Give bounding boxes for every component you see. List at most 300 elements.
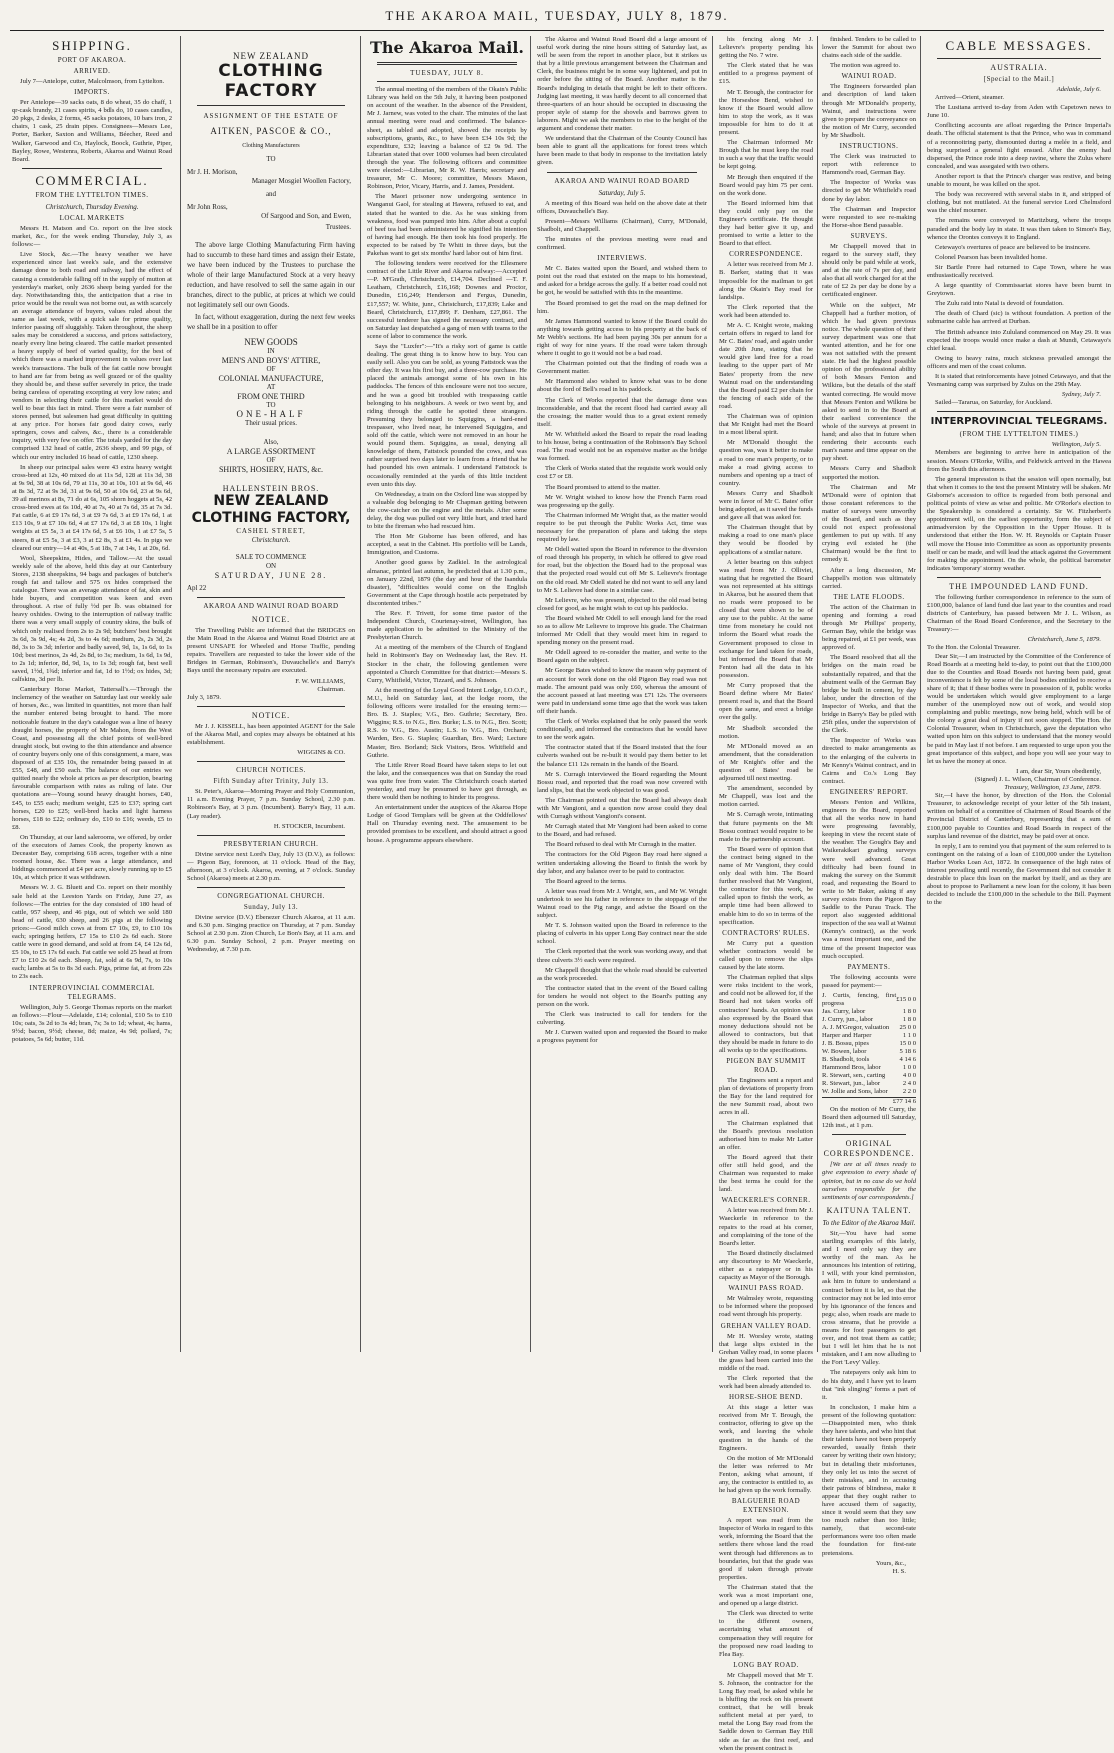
masthead-rule — [10, 30, 1104, 31]
editorial-dateline: TUESDAY, JULY 8. — [410, 69, 484, 77]
payment-amount: 2 4 0 — [902, 1079, 916, 1087]
port-line: PORT OF AKAROA. — [57, 56, 127, 64]
column-2 — [180, 36, 355, 1352]
payment-name: B. Shadbolt, tools — [822, 1055, 870, 1063]
markets-intro: Messrs H. Matson and Co. report on the live stock market, &c., for the week ending Thursday, July 3, as follows:— — [12, 224, 172, 249]
ad-to: TO — [266, 155, 276, 163]
wainui-road-head: WAINUI ROAD. — [841, 72, 897, 81]
board-paragraph: The Inspector of Works was directed to get Mr Whitfield's road done by day labor. — [822, 179, 916, 203]
board-paragraph: The Engineers sent a report and plan of deviations of property from the Bay for the land required for the new Summit road, about two acres in all. — [719, 1077, 813, 1117]
horseshoe-head: HORSE-SHOE BEND. — [728, 1393, 804, 1402]
cable-paragraph: The death of Chard (sic) is without foundation. A portion of the submarine cable has arrived at Durban. — [927, 310, 1111, 326]
presbyterian-head: PRESBYTERIAN CHURCH. — [223, 839, 319, 848]
board-paragraph: Messrs Curry and Shadbolt were in favor of Mr C. Bates' offer being adopted, as it saved the funds and gave all that was asked for. — [719, 489, 813, 522]
board-paragraph: On the motion of Mr Curry, the Board then adjourned till Saturday, 12th inst., at 1 p.m. — [822, 1106, 916, 1130]
board-paragraph: The Board promised to attend to the matter. — [545, 483, 660, 491]
interviews-head: INTERVIEWS. — [597, 254, 647, 263]
ad-colonial: COLONIAL MANUFACTURE, — [218, 374, 324, 383]
correspondence-head: CORRESPONDENCE. — [729, 250, 803, 259]
board-paragraph: The Clerk of Works reported that the damage done was inconsiderable, and that the recent flood had carried away all the crossing; the matter would thus to a great extent remedy itself. — [537, 396, 707, 428]
board-paragraph: The action of the Chairman in opening and forming a road through Mr Phillips' property, German Bay, while the bridge was being repaired, at £1 per week, was approved of. — [822, 603, 916, 652]
editorial-paragraph: The Hon Mr Gisborne has been offered, and has accepted, a seat in the Cabinet. His portfolio will be Lands, Immigration, and Customs. — [367, 533, 527, 557]
pigeon-bay-head: PIGEON BAY SUMMIT ROAD. — [726, 1057, 806, 1075]
editorial-paragraph: At the meeting of the Loyal Good Intent Lodge, I.O.O.F., M.U., held on Saturday last, at the lodge room, the following officers were installed for the ensuing term:—Bro. B. J. Staples; V.G., Bro. Guthrie; Secretary, Bro. Wiggins; R.S. to N.G., Bro. Burke; L.S. to N.G., Bro. Scott; R.S. to V.G., Bro. Austin; L.S. to V.G., Bro. Orchard; Warden, Bro. G. Staples; Guardian, Bro. Ward; Lecture Master, Bro. Borland; Sick Visitors, Bros. Whitfield and Guthrie. — [367, 686, 527, 759]
divider — [377, 62, 517, 65]
column-6 — [920, 36, 1111, 1352]
telegram-paragraph: Members are beginning to arrive here in anticipation of the session. Messrs O'Rorke, Willis, and Feldwick arrived in the Hawea from the South this afternoon. — [927, 449, 1111, 473]
board-paragraph: The Board informed him that they could only pay on the Engineer's certificate. He thought they had better give it up, and promised to write a letter to the Board to that effect. — [719, 199, 813, 248]
payment-amount: 4 14 6 — [899, 1055, 916, 1063]
payment-name: J. B. Bossu, pipes — [822, 1039, 869, 1047]
imports-label: IMPORTS. — [74, 88, 110, 97]
surveys-head: SURVEYS. — [850, 231, 888, 240]
payment-row — [822, 1048, 916, 1056]
clothing-factory-ad — [187, 52, 355, 593]
impounded-fund-title: THE IMPOUNDED LAND FUND. — [949, 581, 1089, 591]
board-paragraph: The Board distinctly disclaimed any discourtesy to Mr Waeckerle, either as a ratepayer or in his capacity as Mayor of the Borough. — [719, 1249, 813, 1282]
board-paragraph: finished. Tenders to be called to lower the Summit for about two chains each side of the saddle. — [822, 36, 916, 60]
cable-paragraph: Cetewayo's overtures of peace are believed to be insincere. — [935, 243, 1091, 251]
notice2-title: NOTICE. — [251, 710, 291, 720]
payment-amount: 1 0 0 — [902, 1063, 916, 1071]
board-paragraph: The Clerk stated that he was entitled to a progress payment of £15. — [719, 62, 813, 86]
board-paragraph: A report was read from the Inspector of Works in regard to this work, informing the Board that the settlers there whose land the road went through had differences as to boundaries, but that the grade was good if taken through private properties. — [719, 1517, 813, 1581]
letter-paragraph: In conclusion, I make him a present of the following quotation:—Disappointed men, who think they have talents, and who hint that their talents have not been properly rewarded, usually finish their career by writing their own history; but in detailing their misfortunes, they only let us into the secret of their mistakes, and in accusing their patrons of blindness, make it appear that they ought rather to have accused them of sagacity, since it would seem that they saw too much rather than too little; namely, that second-rate performances were too often made the foundation for first-rate pretensions. — [822, 1403, 916, 1557]
ad-to2: TO — [266, 401, 276, 409]
ad-trustee-1: Mr J. H. Morison, — [187, 168, 238, 176]
board-paragraph: The contractors for the Old Pigeon Bay road here signed a written undertaking allowing the Board to finish the work by day labor, and any balance over to be paid to contractor. — [537, 851, 707, 875]
board-paragraph: The Chairman was of opinion that Mr Knight had met the Board in a most liberal spirit. — [719, 413, 813, 437]
interprov-commercial-text: Wellington, July 5. George Thomas reports on the market as follows:—Flour—Adelaide, £14; colonial, £10 5s to £10 10s; oats, 3s 2d to 3s 4d; bran, 7s; 3s to 1d; wheat, 4s; hams, 9½d; bacon, 9½d; cheese, 8d; maize, 4s 9d; pollard, 7s; potatoes, 5s 6d; butter, 11d. — [12, 1003, 172, 1043]
ad-trustee-2: Mr John Ross, — [187, 203, 228, 211]
board-paragraph: Mr J. Curwen waited upon and requested the Board to make a progress payment for — [537, 1029, 707, 1045]
board-paragraph: Mr Chappell thought that the whole road should be culverted as the work proceeded. — [537, 966, 707, 982]
board-paragraph: The contractor stated that in the event of the Board calling for tenders he would not object to the Board's putting any person on the work. — [537, 984, 707, 1009]
balguerie-head: BALGUERIE ROAD EXTENSION. — [731, 1497, 801, 1515]
ad-nz-line: NEW ZEALAND — [232, 51, 310, 61]
payment-name: R. Stewart, sen., carting — [822, 1071, 886, 1079]
column-5 — [712, 36, 917, 1752]
markets-paragraph: Wool, Sheepskins, Hides, and Tallow.—At the usual weekly sale of the above, held this day at our Canterbury Stores, 2138 sheepskins, 94 bags and packages of butcher's rough fat and tallow and 575 ox hides comprised the catalogue. There was an average attendance of fat, skin and hide buyers, and competition was keen and even throughout. A rise of fully ½d per lb. was obtained for heavy oxhides. Owing to the interruption of railway traffic there was a very small supply of country skins, the bulk of which only realised from 2s to 2s 9d; butchers' best brought 3s 6d, 3s 9d, 4s; 4s 2d, 3s to 4s 6d; medium, 2s, 2s 3d, 2s 8d, 3s to 3s 3d; inferior and badly saved, 9d, 1s, 1s 6d, to 1s 10d; best merinos, 2s 4d, 2s 8d, to 3s; medium, 1s 6d, 1s 9d, to 2s 1d; inferior, 8d, 9d, 1s, to 1s 3d; rough fat, best well saved, 1½d, 1¾d; inferior and fat, 1d to 1½d; ox hides, 3d; calfskins, 3d per lb. — [12, 554, 172, 684]
payment-name: J. Curry, jun., labor — [822, 1015, 874, 1023]
board-paragraph: Mr Curry put a question whether contractors would be called upon to remove the slips caused by the late storm. — [719, 939, 813, 972]
cable-paragraph: Conflicting accounts are afloat regarding the Prince Imperial's death. The official statement is that the Prince, who was in command of a reconnoitring party, dismounted during a melée in a field, and being surprised a general fight ensued. After the enemy had dispersed, the Prince rode into a deep ravine, where the Zulus where concealed, and was assegaied with two others. — [927, 122, 1111, 170]
editorial-paragraph: The annual meeting of the members of the Okain's Public Library was held on the 5th July, it having been postponed on account of the weather. In the absence of the President, Mr J. Jarnew, was voted to the chair. The minutes of the last annual meeting were read and confirmed. The balance-sheet, as tabled and adopted, showed the receipts by subscriptions, grants, &c., to have been £34 10s 9d; the expenditure, £32; leaving a balance of £2 9s 9d. The Librarian stated that over 1000 volumes had been circulated through the year. The following officers and committee were elected:—Librarian, Mr R. W. Harris; secretary and treasurer, Mr C. Moore; committee, Messrs Mason, Robinson, Prior, Vicary, Harris, and J. James, President. — [367, 86, 527, 191]
board-paragraph: Mr George Bates wished to know the reason why payment of an account for work done on the old Pigeon Bay road was not made. The amount paid was only £60, whereas the amount of the account passed at last meeting was £71 12s. The overseers were paid in understand some time ago that the work was taken off their hands. — [537, 667, 707, 715]
notice-title: NOTICE. — [251, 615, 291, 624]
divider — [937, 411, 1101, 412]
board-paragraph: The Board wished Mr Odell to sell enough land for the road so as to allow Mr Lelievre to improve his grade. The Chairman informed Mr Odell that they would meet him in regard to spending money on the present road. — [537, 614, 707, 647]
arrived-text: July 7—Antelope, cutter, Malcolmson, from Lyttelton. — [20, 78, 165, 85]
board-paragraph: A letter was received from Mr J. Waeckerle in reference to the repairs to the road at his corner, and complaining of the tone of the Board's letter. — [719, 1207, 813, 1247]
payment-row — [822, 1024, 916, 1032]
payment-name: R. Stewart, jun., labor — [822, 1079, 881, 1087]
board-paragraph: The Chairman stated that the work was a most important one, and opened up a large district. — [719, 1583, 813, 1608]
column-4 — [530, 36, 707, 1352]
board-paragraph: Messrs Curry and Shadbolt supported the motion. — [822, 465, 916, 481]
payment-row — [822, 992, 916, 1008]
ad-usual: Their usual prices. — [245, 419, 297, 427]
editorial-paragraph: Another good guess by Zadkiel. In the astrological almanac, printed last autumn, he predicted that at 1.30 p.m., on January 22nd, 1879 (the day and hour of the Isandula disaster), "difficulties would come on the English Government at the Cape through hostile acts perpetrated by discontented tribes." — [367, 559, 527, 607]
board-paragraph: Mr T. Brough, the contractor for the Horseshoe Bend, wished to know if the Board would allow him to stop the work, as it was impossible for him to do it at present. — [719, 88, 813, 137]
board-paragraph: A letter was received from Mr J. B. Barker, stating that it was impossible for the mailman to get along the Okain's Bay road for landslips. — [719, 261, 813, 301]
fund-sign: I am, dear Sir, Yours obediently, — [1016, 767, 1101, 775]
payment-name: J. Curtis, fencing, first progress — [822, 991, 897, 1007]
board-paragraph: Mr Odell agreed to re-consider the matter, and write to the Board again on the subject. — [537, 649, 707, 665]
payment-row — [822, 1056, 916, 1064]
editorial-title: The Akaroa Mail. — [370, 38, 524, 57]
editorial-paragraph: At a meeting of the members of the Church of England held in Robinson's Bay on Wednesday last, the Rev. H. Stocker in the chair, the following gentlemen were appointed a Church Committee for that district:—Messrs S. Curry, Whitfield, Victor, Tizzard, and S. Johnson. — [367, 644, 527, 684]
commercial-title: COMMERCIAL. — [35, 172, 149, 188]
ad-hallenstein: HALLENSTEIN BROS. — [222, 484, 320, 493]
payment-amount: 1 1 0 — [902, 1031, 916, 1039]
payment-name: W. Bowen, labor — [822, 1047, 867, 1055]
board-paragraph: Messrs Fenton and Wilkins, engineers to the Board, reported that all the works now in hand were progressing favorably, keeping in view the recent state of the weather. The Gough's Bay and Waikerakikari grading surveys were well advanced. Great difficulty had been found in making the survey on the Summit road, and requesting the Board to write to Mr Baker, asking if any survey exists from the Pigeon Bay Saddle to the Purau Track. The report also suggested additional inspection of the sea wall at Wainui (Kenny's contract), as the work was a most important one, and the time of the present Inspector was much occupied. — [822, 798, 916, 960]
fund-date: Christchurch, June 5, 1879. — [1027, 636, 1101, 644]
board-paragraph: Mr M'Donald moved as an amendment, that the consideration of Mr Knight's offer and the question of Bates' road be adjourned till next meeting. — [719, 742, 813, 783]
board-paragraph: The Board resolved that all the bridges on the main road be substantially repaired, and that the abutment walls of the German Bay bridge be built in cement, by day labor, under the direction of the Inspector of Works, and that the bridge in Barry's Bay be piled with 25ft piles, under the supervision of the Clerk. — [822, 654, 916, 735]
divider — [197, 706, 345, 707]
payments-table — [822, 992, 916, 1096]
notice-date: July 3, 1879. — [187, 693, 222, 701]
board-paragraph: Mr James Hammond wanted to know if the Board could do anything towards getting access to his property at the back of Mr Webb's sections. He had been paying 30s per annum for a right of way for nine years. If the road were taken through where it ought to go it would not be a bad road. — [537, 317, 707, 358]
ad-clothing-factory: CLOTHING FACTORY — [218, 61, 324, 101]
ad-chch: Christchurch. — [251, 536, 291, 544]
kissell-text: Mr J. J. KISSELL, has been appointed AGENT for the Sale of the Akaroa Mail, and copies may always be obtained at his establishment. — [187, 722, 355, 747]
editorial-paragraph: On Wednesday, a train on the Oxford line was stopped by a valuable dog belonging to Mr Chapman getting between the cow-catcher on the engine and the metals. After some delay, the dog was pulled out very little hurt, and tried hard to bite the fireman who had rescued him. — [367, 490, 527, 531]
board-paragraph: Mr Lelievre, who was present, objected to the old road being closed for good, as he might wish to cut up his paddocks. — [537, 596, 707, 612]
letter-paragraph: Sir,—You have had some startling examples of this lately, and I need only say they are worthy of the man. As he announces his intention of retiring, I will, with your kind permission, ask him in future to understand a contract before it is let, so that the contractor may not be led into error by his ignorance of the fences and pegs; also, when roads are made to cross streams, that he provide a means for foot passengers to get over, and not treat them as cattle; but I will let him that he is not mistaken, and I am now alluding to the Fort 'Levy' Valley. — [822, 1229, 916, 1367]
board-notice-head: AKAROA AND WAINUI ROAD BOARD — [203, 602, 339, 610]
ad-from-third: FROM ONE THIRD — [237, 392, 305, 401]
board-paragraph: The Clerk reported that the work was working away, and that three culverts 3½ each were required. — [537, 948, 707, 964]
cable-paragraph: Sir Bartle Frere had returned to Cape Town, where he was enthusiastically received. — [927, 263, 1111, 279]
ad-assignment: ASSIGNMENT OF THE ESTATE OF — [203, 112, 339, 120]
ad-large-assortment: A LARGE ASSORTMENT — [226, 447, 316, 456]
ad-cf2: CLOTHING FACTORY, — [191, 510, 351, 526]
cable-paragraph: The British advance into Zululand commenced on May 29. It was expected the troops would once make a dash at Mundi, Cetawayo's chief kraal. — [927, 328, 1111, 352]
board-paragraph: his fencing along Mr J. Lelievre's property pending his getting the No. 7 wire. — [719, 36, 813, 60]
cable-paragraph: The Zulu raid into Natal is devoid of foundation. — [935, 300, 1064, 308]
divider — [937, 577, 1101, 578]
board-paragraph: The Chairman pointed out that the Board had always dealt with Mr Vangioni, and a question now arose could they deal with Curragh without Vangioni's consent. — [537, 796, 707, 821]
fund-signed: (Signed) J. L. Wilson, Chairman of Conference. — [974, 775, 1101, 783]
board-paragraph: The Clerk reported that the work had been attended to. — [719, 303, 813, 319]
letter-initials: H. S. — [892, 1567, 906, 1575]
incumbent: H. STOCKER, Incumbent. — [273, 822, 345, 830]
column-5a — [719, 36, 813, 1752]
board-paragraph: Mr S. Curragh interviewed the Board regarding the Mount Bossu road, and reported that the road was now covered with land slips, but that the work objected to was good. — [537, 770, 707, 794]
board-paragraph: The Chairman replied that slips were risks incident to the work, and could not be allowed for, if the Board had not taken works off contractors' hands. An opinion was also expressed by the Board that money deductions should not be allowed to contractors, but that they should be made in future to do all works up to the specifications. — [719, 974, 813, 1054]
board-paragraph: Mr M'Donald thought the question was, was it better to make a road to one man's property, or to make a road giving access to numbers and opening up a tract of country. — [719, 439, 813, 487]
board-paragraph: After a long discussion, Mr Chappell's motion was ultimately carried. — [822, 566, 916, 590]
cable-paragraph: The body was recovered with several stabs in it, and stripped of clothing, but not mutilated. At the funeral service Lord Chelmsford was the chief mourner. — [927, 191, 1111, 215]
board-paragraph: The minutes of the previous meeting were read and confirmed. — [537, 235, 707, 252]
church-text: St. Peter's, Akaroa—Morning Prayer and Holy Communion, 11 a.m. Evening Prayer, 7 p.m. Sunday School, 2.30 p.m. Robinson's Bay, at 3 p.m. (Incumbent). Barry's Bay, 11 a.m. (Lay reader). — [187, 788, 355, 820]
special-line: [Special to the Mail.] — [983, 75, 1055, 83]
australia-head: AUSTRALIA. — [990, 63, 1048, 72]
payment-row — [822, 1088, 916, 1096]
board-paragraph: A letter was read from Mr J. Wright, sen., and Mr W. Wright undertook to see his father in reference to the stoppage of the Wainui road to the Pig range, and advise the Board on the subject. — [537, 887, 707, 920]
engineers-report-head: ENGINEERS' REPORT. — [829, 787, 909, 796]
ad-at: AT — [266, 383, 276, 391]
commercial-dateline: Christchurch, Thursday Evening. — [45, 202, 139, 211]
payment-name: W. Jollie and Sons, labor — [822, 1087, 888, 1095]
commercial-source: FROM THE LYTTELTON TIMES. — [35, 190, 149, 199]
road-board-date: Saturday, July 5. — [598, 188, 646, 197]
markets-paragraph: Live Stock, &c.—The heavy weather we have experienced since last week's sale, and the extensive damage done to both road and railway, had the effect of causing a considerable falling off in the supply of mutton at yesterday's market, only 2636 sheep being yarded for the day. Notwithstanding this, the anticipation that a rise in price would be the result was not borne out, as with scarcely an average attendance of buyers, values ruled about the same as last week, with a quick sale for prime quality, inferior passing off sluggishly. Taken throughout, the sheep sales may be considered a success, and prices satisfactory, nearly every line being cleared. The cattle market presented a heavy supply of beef of varied quality, for the best of which there was a marked improvement in values over last week's transactions. The bulk of the fat cattle now brought to hand are far from being as well grazed or of the quality they should be, and these suffer severely in price, the trade being careless of operating excepting at very low rates; and vendors in selecting their cattle for this market would do well to bear this fact in mind. There were a fair number of stores penned, but salesmen had great difficulty in quitting at any price. For horses fair good dairy cows, early springers, cows and calves, &c., there is a considerable inquiry, with very few on offer. The totals yarded for the day comprised 132 head of cattle, 2636 sheep, and 99 pigs, of which our entry included 16 head of cattle, 1230 sheep. — [12, 251, 172, 461]
letter-yours: Yours, &c., — [875, 1559, 906, 1567]
grehan-head: GREHAN VALLEY ROAD. — [720, 1321, 812, 1330]
shipping-title: SHIPPING. — [52, 38, 132, 53]
ad-firm-sub: Clothing Manufacturers — [242, 143, 300, 149]
waeckerle-head: WAECKERLE'S CORNER. — [721, 1196, 811, 1205]
markets-paragraph: Messrs W. J. G. Bluett and Co. report on their monthly sale held at the Leeston Yards on Friday, June 27, as follows:—The entries for the day consisted of 180 head of cattle, 957 sheep, and 46 pigs, out of which we sold 180 head of cattle, 630 sheep, and 26 pigs at the following prices:—Good milch cows at from £7 10s, £9, to £10 10s each; springing heifers, £7 15s to £10 2s 6d each. Store cattle were in good demand, and sold at from £4, £4 12s 6d, £5 10s, to £5 17s 6d each. Fat cattle we sold 25 head at from £7 to £10 2s 6d each. Sheep, fat, sold at 6s 9d, 7s, to 10s each; lambs at 5s to 8s 3d each. Pigs, prime fat, at from 22s to 23s each. — [12, 884, 172, 981]
divider — [197, 597, 345, 598]
interprov-telegrams-title: INTERPROVINCIAL TELEGRAMS. — [930, 416, 1108, 428]
ad-of: OF — [266, 365, 276, 373]
adelaide-dateline: Adelaide, July 6. — [1056, 86, 1101, 93]
wellington-dateline: Wellington, July 5. — [1051, 441, 1101, 449]
board-paragraph: On the motion of Mr M'Donald the letter was referred to Mr Fenton, asking what amount, if any, the contractor is entitled to, as he had given up the work formally. — [719, 1454, 813, 1495]
long-bay-head: LONG BAY ROAD. — [733, 1660, 799, 1669]
cable-paragraph: Sailed—Tararua, on Saturday, for Auckland. — [935, 399, 1053, 407]
editorial-paragraph: Says the "Luxfer":—"It's a risky sort of game is cattle dealing. The great thing is to know how to buy. You can easily sell. Also you can be sold, as young Fattstock was the other day. It was his first buy, and a three-cow purchase. He placed the animals amongst some of his own in his paddocks. The fences of this enclosure were not too secure, and he was a good bit troubled with trespassing cattle belonging to his neighbours. A week or two went by, and riding through the cattle he spotted three strangers. Presuming they belonged to Squiggins, a hard-ened trespasser, who lived near, he intervened Squiggins, and sold off the cattle, which were not removed in an hour he would pound them. Squiggins, as usual, denying all knowledge of them, Fattstock pounded the cows, and was rather surprised two days later to learn from a friend that he had pounded his own animals. I understand Fattstock is occasionally reminded at the yards of this little incident even unto this day. — [367, 343, 527, 488]
board-paragraph: The Board promised to get the road on the map defined for him. — [537, 299, 707, 315]
editorial-paragraph: An entertainment under the auspices of the Akaroa Hope Lodge of Good Templars will be given at the Oddfellows' Hall on Thursday evening next. The amusement to be provided promises to be excellent, and should attract a good house. A programme appears elsewhere. — [367, 804, 527, 844]
markets-paragraph: In sheep our principal sales were 43 extra heavy weight cross-bred at 12s, 40 mixed do at 11s 5d, 128 at 11s 3d, 38 at 9s 9d, 38 at 10s 6d, 79 at 11s, 30 at 10s, 101 at 9s 6d, 46 at 8s 3d, 72 at 9s 3d, 31 at 9s 6d, 50 at 10s 6d, 23 at 9s 6d, 39 ail merinos at 8s, 71 do at 6s, 105 shorn hoggets at 5s, 42 cross-bred ewes at 6s 10d, 40 at 7s, 40 at 7s 6d, 35 at 7s 3d. Fat cattle, 6 at £9 17s 6d, 3 at £9 7s 6d, 3 at £9 17s 6d, 1 at £13 10s, 9 at £7 10s 6d, 4 at £7 17s 6d, 3 at £8 10s, 1 light weights at £5 5s, 3 at £4 17s 6d, 5 at £6 10s, 1 at £7 5s, 5 steers, 8 at £5 5s, 3 at £3, 3 at £2 8s, 3 at £1 4s. In pigs we cleared our entry—14 at 40s, 5 at 18s, 7 at 14s, 1 at 20s, 6d. — [12, 463, 172, 552]
board-paragraph: The Clerk was directed to write to the different owners, ascertaining what amount of compensation they will require for the proposed new road leading to Flea Bay. — [719, 1610, 813, 1658]
fund-treasury: Treasury, Wellington, 13 June, 1879. — [1004, 784, 1101, 792]
editorial-paragraph: The Maori prisoner now undergoing sentence in Wanganui Gaol, for stealing at Hawera, refused to eat, and stated that he wanted to die. As he was sinking from weakness, food was pumped into him. After about a cupful of beef tea had been administered he signified his intention of having had enough. He then took his food properly. He expected to be raised by Te Whiti in three days, but the Pakehas want to get six months' hard labor out of him first. — [367, 193, 527, 257]
ad-date: Apl 22 — [187, 584, 207, 592]
board-paragraph: Mr C. Bates waited upon the Board, and wished them to point out the road that existed on the maps to his homestead, and asked for a bridge across the gully. If a better road could not be got, he would be satisfied with this in the meantime. — [537, 265, 707, 297]
divider — [547, 172, 697, 173]
board-paragraph: Mr Walmsley wrote, requesting to be informed where the proposed road went through his property. — [719, 1295, 813, 1319]
cable-paragraph: The remains were conveyed to Maritzburg, where the troops paraded and the body lay in state. It was then taken to Simon's Bay, whence the Orontes conveys it to England. — [927, 217, 1111, 241]
board-paragraph: Mr Chappell moved that Mr T. S. Johnson, the contractor for the Long Bay road, be asked while he is bluffing the rock on his present contract, that he will break sufficient metal at per yard, to metal the Long Bay road from the Saddle down to German Bay Hill side as far as the first reef, and when the present contract is — [719, 1671, 813, 1752]
ad-in: IN — [267, 347, 275, 355]
ad-of2: OF — [266, 456, 276, 464]
payment-row — [822, 1064, 916, 1072]
board-paragraph: The Engineers forwarded plan and description of land taken through Mr M'Donald's property, Wainui, and instructions were given to prepare the conveyance on the motion of Mr Curry, seconded by Mr Shadbolt. — [822, 83, 916, 139]
board-paragraph: The Chairman and Mr M'Donald were of opinion that those constant references to the matter of surveys were unworthy of the Board, and such as they could not expect professional gentlemen to put up with. If any crying evil existed he (the Chairman) would be the first to remedy it. — [822, 483, 916, 564]
editorial-paragraph: The Little River Road Board have taken steps to let out the lake, and the consequences was that on Sunday the road was quite free from water. The Christchurch coach started yesterday, and may be presumed to have got through, as there would then be nothing to hinder its progress. — [367, 761, 527, 802]
payment-amount: 4 0 0 — [902, 1071, 916, 1079]
ad-saturday: SATURDAY, JUNE 28. — [214, 571, 328, 580]
column-5b — [817, 36, 916, 1575]
board-paragraph: The Chairman explained that the Board's previous resolution authorised him to make Mr Latter an offer. — [719, 1119, 813, 1151]
board-paragraph: While on the subject, Mr Chappell had a further motion, of which he had given previous notice. The whole question of their survey department was one that wanted attention, and he for one was not satisfied with the present state. He had the highest possible opinion of the professional ability of both Messrs Fenton and Wilkins, but the details of the staff wanted correcting. He would move that Messrs Fenton and Wilkins be asked to send in to the Board at their earliest convenience the whole of the surveys at present in hand; and also that in future when rendering their accounts each man's name and time appear on the pay sheet. — [822, 301, 916, 463]
board-paragraph: Mr H. Worsley wrote, stating that large slips existed in the Grehan Valley road, in some places the grass had been carried into the middle of the road. — [719, 1332, 813, 1372]
cable-paragraph: Another report is that the Prince's charger was restive, and being unable to mount, he was killed on the spot. — [927, 172, 1111, 189]
board-paragraph: Mr Odell waited upon the Board in reference to the diversion of road through his property, in which he offered to give road for road, but the objection the Board had to the proposal was that the projected road would cut off Mr S. Lelievre's frontage on the old road. Mr Odell stated he did not want to sell any land to Mr S. Lelievre had done in a similar case. — [537, 546, 707, 594]
board-paragraph: The Board were of opinion that the contract being signed in the name of Mr Vangioni, they could only deal with him. The Board further resolved that Mr Vangioni, the contractor for this work, be called upon to finish the work, as ample time had been allowed to enable him to do so in terms of the specification. — [719, 845, 813, 926]
fund-paragraph: In reply, I am to remind you that payment of the sum referred to is contingent on the raising of a loan of £100,000 under the Lyttelton Harbor Works Loan Act, 1872. In consequence of the high rates of interest prevailing until recently, the Government did not consider it desirable to place this loan on the market by itself, and as they are about to propose to Parliament a new loan for the colony, it has been decided to include the £100,000 in the schedule to the Bill. Payment to the — [927, 842, 1111, 907]
divider — [377, 81, 517, 82]
board-paragraph: The Board refused to deal with Mr Curragh in the matter. — [545, 841, 697, 849]
church-sunday: Fifth Sunday after Trinity, July 13. — [213, 777, 329, 786]
payments-head: PAYMENTS. — [847, 962, 891, 971]
kaituna-title: KAITUNA TALENT. — [826, 1205, 912, 1215]
kaituna-to: To the Editor of the Akaroa Mail. — [822, 1218, 916, 1227]
ad-sale-commence: SALE TO COMMENCE — [235, 553, 307, 561]
board-paragraph: The Chairman thought that by making a road to one man's place they would be flooded by applications of a similar nature. — [719, 524, 813, 556]
payment-amount: 25 0 0 — [899, 1023, 916, 1031]
column-1 — [12, 36, 172, 1352]
payment-row — [822, 1016, 916, 1024]
board-paragraph: Mr W. Whitfield asked the Board to repair the road leading to his house, being a continuation of the Robinson's Bay School road. The road would not be an expensive matter as the bridge was formed. — [537, 430, 707, 463]
board-paragraph: The Chairman informed Mr Wright that, as the matter would require to be put through the Public Works Act, time was necessary for the preparation of plans and taking the steps required by law. — [537, 511, 707, 544]
payments-total: £77 14 6 — [822, 1097, 916, 1106]
local-markets: LOCAL MARKETS — [59, 213, 125, 222]
notice-signature: F. W. WILLIAMS, — [295, 677, 345, 685]
original-correspondence-title: ORIGINAL CORRESPONDENCE. — [823, 1139, 915, 1159]
late-floods-head: THE LATE FLOODS. — [833, 592, 905, 601]
payment-name: A. J. M'Gregor, valuation — [822, 1023, 890, 1031]
ad-mens: MEN'S AND BOYS' ATTIRE, — [221, 356, 321, 365]
payment-amount: 15 0 0 — [899, 1039, 916, 1047]
divider — [197, 105, 345, 106]
letter-paragraph: The ratepayers only ask him to do his duty, and I have yet to learn that "ink slinging" forms a part of it. — [822, 1369, 916, 1401]
board-paragraph: The motion was agreed to. — [830, 62, 901, 70]
cable-paragraph: A large quantity of Commissariat stores have been burnt in Greytown. — [927, 282, 1111, 298]
payment-name: Harper and Harper — [822, 1031, 872, 1039]
fund-paragraph: Dear Sir,—I am instructed by the Committee of the Conference of Road Boards at a meeting held to-day, to point out that the £100,000 due to the Counties and Road Boards not having been paid, great inconvenience is felt by some of the local bodies entitled to receive a share of it; that if these bodies were in possession of it, public works would be undertaken which would give employment to a large number of the unemployed now out of work, and would stop complaining and public meetings, now being held, which will be of the colony a great deal of injury if not soon stopped. The Hon. the Colonial Treasurer, when in Christchurch, gave the deputation who waited upon him on this subject to understand that the money would be paid in May last if not before. I am requested to urge upon you the great importance of this subject, and hope you will see your way to let us have the money at once. — [927, 652, 1111, 765]
payment-amount: 1 8 0 — [902, 1007, 916, 1015]
wainui-pass-head: WAINUI PASS ROAD. — [728, 1284, 804, 1293]
board-paragraph: A meeting of this Board was held on the above date at their offices, Duvauchelle's Bay. — [537, 199, 707, 215]
payment-row — [822, 1032, 916, 1040]
ad-nz2: NEW ZEALAND — [213, 493, 329, 509]
ad-new-goods: NEW GOODS — [244, 337, 298, 347]
article-paragraph: The Akaroa and Wainui Road Board did a large amount of useful work during the nine hours sitting of Saturday last, as will be seen from the report in another place, but it strikes us that by a little previous arrangement between the Chairman and Clerk, the business might be in some way lightened, and put in order before the sitting of the Board. Another matter is the Board's indulging in details that might be left to their officers. Judging last meeting, it was hardly decent to all concerned that three-quarters of an hour should be occupied in discussing the proper style of stamp for the shovels and barrows given to laborers. Might we ask the members to rise to the height of the argument and condense their matter. — [537, 36, 707, 133]
cable-paragraph: It is stated that reinforcements have joined Cetawayo, and that the Yesmaning camp was surprised by Zulus on the 29th May. — [927, 373, 1111, 389]
fund-to: To the Hon. the Colonial Treasurer. — [927, 644, 1021, 652]
ad-trustees: Trustees. — [325, 223, 351, 231]
editorial-paragraph: The Rev. F. Trivett, for some time pastor of the Independent Church, Courtenay-street, Wellington, has made application to be admitted to the Ministry of the Presbyterian Church. — [367, 610, 527, 642]
fund-paragraph: Sir,—I have the honor, by direction of the Hon. the Colonial Treasurer, to acknowledge receipt of your letter of the 5th instant, written on behalf of a committee of Chairmen of Road Boards of the Provincial District of Canterbury, representing that a sum of £100,000 payable to Counties and Road Boards in respect of the surplus land revenue of the district, may be paid over at once. — [927, 792, 1111, 840]
cable-messages-title: CABLE MESSAGES. — [945, 38, 1093, 53]
board-paragraph: The contractor stated that if the Board insisted that the four culverts washed out be re-built it would pay them better to let the balance £11 12s remain in the hands of the Board. — [537, 744, 707, 768]
divider — [197, 761, 345, 762]
interprov-commercial-title: INTERPROVINCIAL COMMERCIAL TELEGRAMS. — [29, 983, 155, 1001]
presbyterian-text: Divine service next Lord's Day, July 13 (D.V.), as follows:— Pigeon Bay, forenoon, at 11 o'clock. Head of the Bay, afternoon, at 3 o'clock. Akaroa, evening, at 7 o'clock. Sunday School (Akaroa) meets at 2.30 p.m. — [187, 850, 355, 882]
cable-paragraph: Colonel Pearson has been invalided home. — [935, 253, 1048, 261]
ad-also: Also, — [263, 438, 279, 446]
markets-paragraph: Canterbury Horse Market, Tattersall's.—Through the inclemency of the weather on Saturday last our weekly sale of horses, &c., was limited in quantities, not more than half the number entered being brought to hand. The more noticeable feature in the day's catalogue was a line of heavy draught horses, the property of Mr Mahon, from the West Coast, and possessing all the chief points of well-bred draught stock, but owing to the thin attendance and absence of country buyers only one of this consignment, a mare, was disposed of at £35 10s, the remainder being passed in at £55, £48, and £50 each. The balance of our entries we quitted nearly the whole at prices as per description, bearing favourable comparison with rates as ruling of late. Our quotations are—Young sound heavy draught horses, £40, £45, to £55 each; medium weight, £25 to £37; spring cart horses, £20 to £25; well-bred hacks and light harness horses, £18 to £22; ordinary do, £10 to £16; weeds, £5 to £8. — [12, 686, 172, 831]
board-paragraph: The Clerk was instructed to report with reference to Hammond's road, German Bay. — [822, 153, 916, 177]
ad-one-half: ONE-HALF — [236, 409, 306, 419]
payment-row — [822, 1040, 916, 1048]
divider — [22, 168, 162, 169]
payment-amount: 1 8 0 — [902, 1015, 916, 1023]
ad-and: and — [265, 190, 277, 198]
board-paragraph: Mr S. Curragh wrote, intimating that future payments on the Mt Bossu contract would require to be made to the partnership account. — [719, 811, 813, 843]
board-paragraph: The Chairman and Inspector were requested to see re-making the Horse-shoe Bend passable. — [822, 205, 916, 229]
board-paragraph: The Clerk of Works explained that he only passed the work conditionally, and informed the contractors that he would have to see the work again. — [537, 718, 707, 742]
ad-on: ON — [265, 562, 277, 570]
notice-chairman: Chairman. — [317, 685, 345, 693]
board-paragraph: A letter bearing on this subject was read from Mr J. Olliviet, stating that he regretted the Board was not represented at his sittings in Akaroa, but he assured them that no roads were proposed to be closed that were shown to be of any use to the public. At the same time from monetary he could not inform the Board what roads the Government proposed to close in exchange for land taken for roads, but informed the Board that Mr Fenton had all the data in his possession. — [719, 558, 813, 679]
payment-row — [822, 1080, 916, 1088]
ad-trustee-1b: Manager Mosgiel Woollen Factory, — [251, 177, 351, 185]
cable-paragraph: Arrived—Orient, steamer. — [935, 94, 1005, 102]
payment-row — [822, 1072, 916, 1080]
cable-paragraph: The Lusitana arrived to-day from Aden with Capetown news to June 10. — [927, 104, 1111, 120]
payment-amount: 5 18 6 — [899, 1047, 916, 1055]
congregational-text: Divine service (D.V.) Ebenezer Church Akaroa, at 11 a.m. and 6.30 p.m. Singing practice on Thursday, at 7 p.m. Sunday School at 2.30 p.m. Zion Church, Le Bon's Bay, at 11 a.m. and 6.30 p.m. Sunday School, 2 p.m. Prayer meeting on Wednesday, at 7.30 p.m. — [187, 914, 355, 954]
payment-name: Hammond Bros, labor — [822, 1063, 881, 1071]
interprov-source: (FROM THE LYTTELTON TIMES.) — [959, 430, 1079, 439]
sydney-dateline: Sydney, July 7. — [1061, 391, 1101, 399]
divider — [197, 887, 345, 888]
contractors-rules-head: CONTRACTORS' RULES. — [722, 928, 810, 937]
ad-body: In fact, without exaggeration, during the next few weeks we shall be in a position to offer — [187, 313, 355, 331]
board-paragraph: The Board agreed to the terms. — [545, 877, 627, 885]
telegram-paragraph: The general impression is that the session will open normally, but that when it comes to the test the present Ministry will be shaken. Mr Gisborne's accession to office is regarded from both personal and political points of view as wise and politic. Mr O'Rorke's election to the Speakership is considered a certainty. Sir W. Fitzherbert's appointment will, on the earliest opportunity, form the subject of animadversion by the Opposition in the Upper House. It is understood that either the Hon. W. H. Reynolds or Captain Fraser will move the House into Committee as soon as opportunity presents itself or can be made, and will lead the attack against the Government for making the appointment. On the whole, the political barometer indicates 'temporary' stormy weather. — [927, 475, 1112, 572]
column-3 — [360, 36, 527, 1352]
ad-trustee-2b: Of Sargood and Son, and Ewen, — [261, 212, 351, 220]
board-paragraph: The amendment, seconded by Mr Chappell, was lost and the motion carried. — [719, 785, 813, 809]
divider — [197, 835, 345, 836]
board-paragraph: Mr A. C. Knight wrote, making certain offers in regard to land for Mr C. Bates' road, and again under date 20th June, stating that he would give land free for a road leading to the upper part of Mr Bates' property from the new Wainui road on the understanding that the Board paid £2 per chain for the fencing of each side of the road. — [719, 322, 813, 410]
board-paragraph: Mr Curragh stated that Mr Vangioni had been asked to come to the Board, and had refused. — [537, 823, 707, 839]
board-paragraph: Mr W. Wright wished to know how the French Farm road was progressing up the gully. — [537, 493, 707, 509]
church-notices-head: CHURCH NOTICES. — [236, 766, 306, 775]
board-paragraph: Mr Curry proposed that the Board define where Mr Bates' present road is, and that the Board open the same, and erect a bridge over the gully. — [719, 682, 813, 722]
ad-body: The above large Clothing Manufacturing Firm having had to succumb to these hard times and assign their Estate, we have been induced by the Trustees to purchase the whole of their large Manufactured Stock at a very heavy reduction, and have resolved to sell the same again in our branches, direct to the public, at prices at which we could not legitimately sell our own Goods. — [187, 241, 355, 309]
original-correspondence-note: [We are at all times ready to give expression to every shade of opinion, but in no case do we hold ourselves responsible for the sentiments of our correspondents.] — [822, 1161, 916, 1201]
divider — [832, 1134, 906, 1135]
fund-paragraph: The following further correspondence in reference to the sum of £100,000, balance of land fund due last year to the counties and road districts of Canterbury, has passed between Mr J. L. Wilson, as Chairman of the Road Board Conference, and the Secretary to the Treasury:— — [927, 593, 1111, 634]
board-paragraph: Mr T. S. Johnson waited upon the Board in reference to the placing of culverts in his upper Long Bay contract near the side school. — [537, 922, 707, 946]
board-paragraph: The Clerk reported that the work had been already attended to. — [719, 1374, 813, 1391]
board-paragraph: Present—Messrs Williams (Chairman), Curry, M'Donald, Shadbolt, and Chappell. — [537, 217, 707, 233]
instructions-head: INSTRUCTIONS. — [839, 142, 899, 151]
ad-shirts: SHIRTS, HOSIERY, HATS, &c. — [218, 465, 324, 474]
payment-amount: £15 0 0 — [896, 995, 916, 1003]
payment-amount: 2 2 0 — [902, 1087, 916, 1095]
board-paragraph: The following accounts were passed for payment:— — [822, 973, 916, 989]
ad-firm: AITKEN, PASCOE & CO., — [210, 126, 332, 136]
article-paragraph: We understand that the Chairman of the County Council has been able to grant all the applications for forest trees which have been made to that body in response to the invitation lately given. — [537, 135, 707, 167]
board-paragraph: The Clerk of Works stated that the requisite work would only cost £7 or £8. — [537, 465, 707, 481]
board-paragraph: The Clerk was instructed to call for tenders for the culverting. — [537, 1011, 707, 1027]
board-paragraph: Mr Chappell moved that in regard to the survey staff, they should only be paid while at work, and at the rate of 7s per day, and also that all work charged for at the rate of £2 2s per day be done by a certificated engineer. — [822, 242, 916, 299]
masthead: THE AKAROA MAIL, TUESDAY, JULY 8, 1879. — [385, 8, 729, 23]
markets-paragraph: On Thursday, at our land salerooms, we offered, by order of the executors of James Cook, the property known as Deceaster Bay, comprising 618 acres, together with a nine roomed house, &c. There was a large attendance, and biddings commenced at £4 per acre, slowly running up to £5 10s, at which price it was withdrawn. — [12, 833, 172, 882]
payment-row — [822, 1008, 916, 1016]
editorial-paragraph: The following tenders were received for the Ellesmere contract of the Little River and Akaroa railway:—Accepted—P. M'Grath, Christchurch, £14,704. Declined —T. F. Leatham, Christchurch, £16,168; Downes and Proctor, Dunedin, £16,249; Henderson and Fergus, Dunedin, £17,557; W. White, junr., Christchurch, £17,839; Lake and Beard, Christchurch, £17,899; F. Denham, £27,861. The successful tenderer has signed the necessary contract, and on Saturday last despatched a gang of men with teams to the scene of labor to commence the work. — [367, 260, 527, 340]
arrived-label: ARRIVED. — [73, 67, 111, 75]
road-board-head: AKAROA AND WAINUI ROAD BOARD — [554, 176, 690, 185]
board-paragraph: The Inspector of Works was directed to make arrangements as to the enlarging of the culverts in Mr Kenny's Wainui contract, and in Cairns and Co.'s Long Bay contract. — [822, 737, 916, 785]
congregational-date: Sunday, July 13. — [243, 903, 299, 912]
congregational-head: CONGREGATIONAL CHURCH. — [217, 892, 325, 901]
board-paragraph: The Chairman informed Mr Brough that he must keep the road in such a way that the traffic would be kept going. — [719, 139, 813, 171]
board-paragraph: Mr Hammond also wished to know what was to be done about the ford of Bell's road in his paddock. — [537, 378, 707, 394]
wiggins-signature: WIGGINS & CO. — [297, 749, 345, 757]
cable-paragraph: Owing to heavy rains, much sickness prevailed amongst the officers and men of the coast column. — [927, 354, 1111, 370]
notice-text: The Travelling Public are informed that the BRIDGES on the Main Road in the Akaroa and Wainui Road District are at present UNSAFE for Wheeled and Horse Traffic, pending repairs. Travellers are requested to take the lower side of the Bridges in German, Robinson's, Duvauchelle's and Barry's Bays until the necessary repairs are executed. — [187, 627, 355, 675]
board-paragraph: Mr Brough then enquired if the Board would pay him 75 per cent. on the work done. — [719, 173, 813, 197]
imports-text: Per Antelope—39 sacks oats, 8 do wheat, 35 do chaff, 1 qr-cask brandy, 21 cases spirits, 4 bdls do, 10 cases candles, 20 pkgs, 2 desks, 2 forms, 45 sacks potatoes, 10 bars iron, 2 chairs, 1 cask, 25 drain pipes. Consignees—Messrs Lee, Porter, Barker, Saxton and Williams, Béecher, Reed and Walker, Garwood and Co, Haylock, Boock, Guthrie, Piper, Bayley, Rowe, Westenra, Roberts, Akaroa and Wainui Road Board. — [12, 99, 172, 163]
divider — [937, 58, 1101, 59]
board-paragraph: The Chairman pointed out that the finding of roads was a Government matter. — [537, 360, 707, 376]
board-paragraph: The Board agreed that their offer still held good, and the Chairman was requested to make the best terms he could for the land. — [719, 1153, 813, 1194]
board-paragraph: Mr Shadbolt seconded the motion. — [719, 724, 813, 740]
